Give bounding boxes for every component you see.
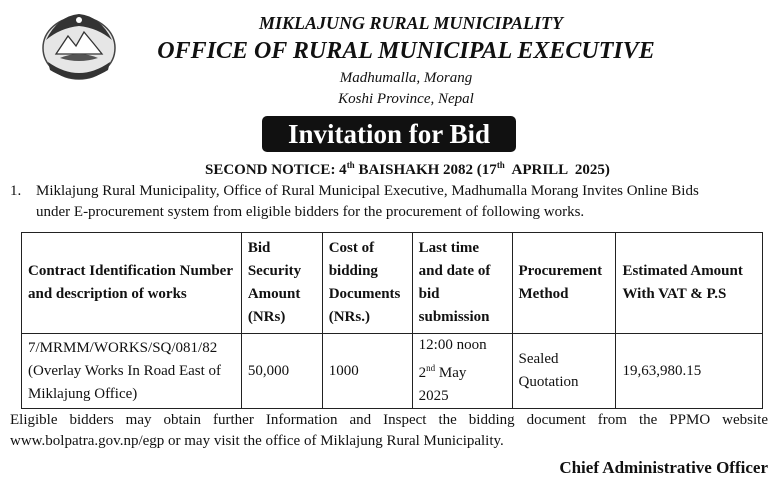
cell-estimated: 19,63,980.15 — [616, 334, 763, 409]
contract-description: (Overlay Works In Road East of Miklajung Office) — [28, 362, 222, 402]
second-notice-date: SECOND NOTICE: 4th BAISHAKH 2082 (17th APRILL 2025) — [205, 160, 610, 178]
intro-paragraph — [10, 181, 768, 223]
cell-doc-cost: 1000 — [322, 334, 412, 409]
header-estimated: Estimated Amount With VAT & P.S — [616, 233, 763, 334]
address-line-1: Madhumalla, Morang — [339, 70, 473, 86]
invitation-banner: Invitation for Bid — [262, 116, 516, 152]
header-contract: Contract Identification Number and description of works — [22, 233, 242, 334]
address-line-2: Koshi Province, Nepal — [338, 91, 474, 107]
cell-contract — [22, 334, 242, 409]
submission-year: 2025 — [418, 388, 449, 404]
submission-time: 12:00 noon — [418, 337, 487, 353]
signatory: Chief Administrative Officer — [559, 458, 768, 477]
table-row — [22, 334, 763, 409]
header-doc-cost: Cost of bidding Documents (NRs.) — [322, 233, 412, 334]
cell-submission — [412, 334, 512, 409]
intro-line-2: under E-procurement system from eligible bidders for the procurement of following works. — [36, 204, 585, 220]
table-header-row — [22, 233, 763, 334]
municipality-name: MIKLAJUNG RURAL MUNICIPALITY — [258, 13, 564, 33]
cell-bid-security: 50,000 — [241, 334, 322, 409]
header-bid-security: Bid Security Amount (NRs) — [241, 233, 322, 334]
office-name: OFFICE OF RURAL MUNICIPAL EXECUTIVE — [157, 38, 655, 64]
footer-paragraph: Eligible bidders may obtain further Information and Inspect the bidding document from the PPMO website www.bolpatra.gov.np/egp or may visit the office of Miklajung Rural Municipality. — [10, 412, 768, 449]
header-submission: Last time and date of bid submission — [412, 233, 512, 334]
item-number: 1. — [10, 183, 22, 199]
cell-method: Sealed Quotation — [512, 334, 616, 409]
intro-line-1: Miklajung Rural Municipality, Office of Rural Municipal Executive, Madhumalla Morang Invites Online Bids — [36, 183, 699, 199]
bid-table — [21, 232, 763, 409]
submission-date: 2nd May — [418, 363, 467, 381]
header-method: Procurement Method — [512, 233, 616, 334]
contract-id: 7/MRMM/WORKS/SQ/081/82 — [28, 339, 218, 356]
